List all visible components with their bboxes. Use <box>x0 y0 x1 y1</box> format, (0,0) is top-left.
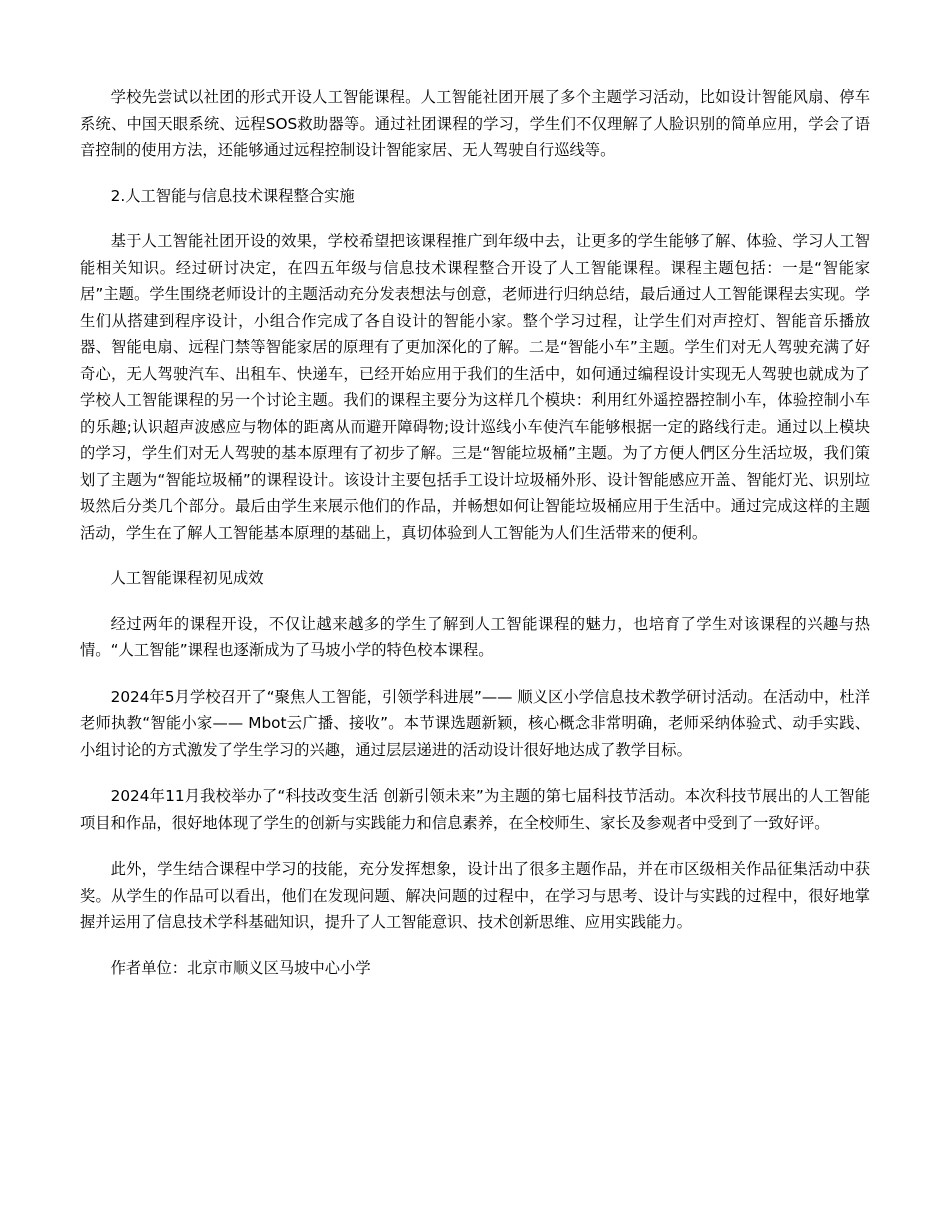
section-heading-integration: 2.人工智能与信息技术课程整合实施 <box>110 186 355 205</box>
document-body <box>80 84 870 981</box>
paragraph-two-years: 经过两年的课程开设，不仅让越来越多的学生了解到人工智能课程的魅力，也培育了学生对该课程的兴趣与热情。“人工智能”课程也逐渐成为了马坡小学的特色校本课程。 <box>80 614 870 659</box>
author-affiliation: 作者单位：北京市顺义区马坡中心小学 <box>110 958 371 977</box>
paragraph-ai-club: 学校先尝试以社团的形式开设人工智能课程。人工智能社团开展了多个主题学习活动，比如设计智能风扇、停车系统、中国天眼系统、远程SOS救助器等。通过社团课程的学习，学生们不仅理解了人脸识别的简单应用，学会了语音控制的使用方法，还能够通过远程控制设计智能家居、无人驾驶自行巡线等。 <box>80 88 870 159</box>
paragraph-student-works: 此外，学生结合课程中学习的技能，充分发挥想象，设计出了很多主题作品，并在市区级相关作品征集活动中获奖。从学生的作品可以看出，他们在发现问题、解决问题的过程中，在学习与思考、设计与实践的过程中，很好地掌握并运用了信息技术学科基础知识，提升了人工智能意识、技术创新思维、应用实践能力。 <box>80 860 870 931</box>
paragraph-nov-2024: 2024年11月我校举办了“科技改变生活 创新引领未来”为主题的第七届科技节活动。本次科技节展出的人工智能项目和作品，很好地体现了学生的创新与实践能力和信息素养，在全校师生、家长及参观者中受到了一致好评。 <box>80 787 870 832</box>
paragraph-may-2024: 2024年5月学校召开了“聚焦人工智能，引领学科进展”—— 顺义区小学信息技术教学研讨活动。在活动中，杜洋老师执教“智能小家—— Mbot云广播、接收”。本节课选题新颖，核心概念非常明确，老师采纳体验式、动手实践、小组讨论的方式激发了学生学习的兴趣，通过层层递进的活动设计很好地达成了教学目标。 <box>80 687 870 759</box>
paragraph-course-themes: 基于人工智能社团开设的效果，学校希望把该课程推广到年级中去，让更多的学生能够了解、体验、学习人工智能相关知识。经过研讨决定，在四五年级与信息技术课程整合开设了人工智能课程。课程主题包括：一是“智能家居”主题。学生围绕老师设计的主题活动充分发表想法与创意，老师进行归纳总结，最后通过人工智能课程去实现。学生们从搭建到程序设计，小组合作完成了各自设计的智能小家。整个学习过程，让学生们对声控灯、智能音乐播放器、智能电扇、远程门禁等智能家居的原理有了更加深化的了解。二是“智能小车”主题。学生们对无人驾驶充满了好奇心，无人驾驶汽车、出租车、快递车，已经开始应用于我们的生活中，如何通过编程设计实现无人驾驶也就成为了学校人工智能课程的另一个讨论主题。我们的课程主要分为这样几个模块：利用红外遥控器控制小车，体验控制小车的乐趣;认识超声波感应与物体的距离从而避开障碍物;设计巡线小车使汽车能够根据一定的路线行走。通过以上模块的学习，学生们对无人驾驶的基本原理有了初步了解。三是“智能垃圾桶”主题。为了方便人們区分生活垃圾，我们策划了主题为“智能垃圾桶”的课程设计。该设计主要包括手工设计垃圾桶外形、设计智能感应开盖、智能灯光、识别垃圾然后分类几个部分。最后由学生来展示他们的作品，并畅想如何让智能垃圾桶应用于生活中。通过完成这样的主题活动，学生在了解人工智能基本原理的基础上，真切体验到人工智能为人们生活带来的便利。 <box>80 232 870 542</box>
section-heading-results: 人工智能课程初见成效 <box>110 569 264 587</box>
